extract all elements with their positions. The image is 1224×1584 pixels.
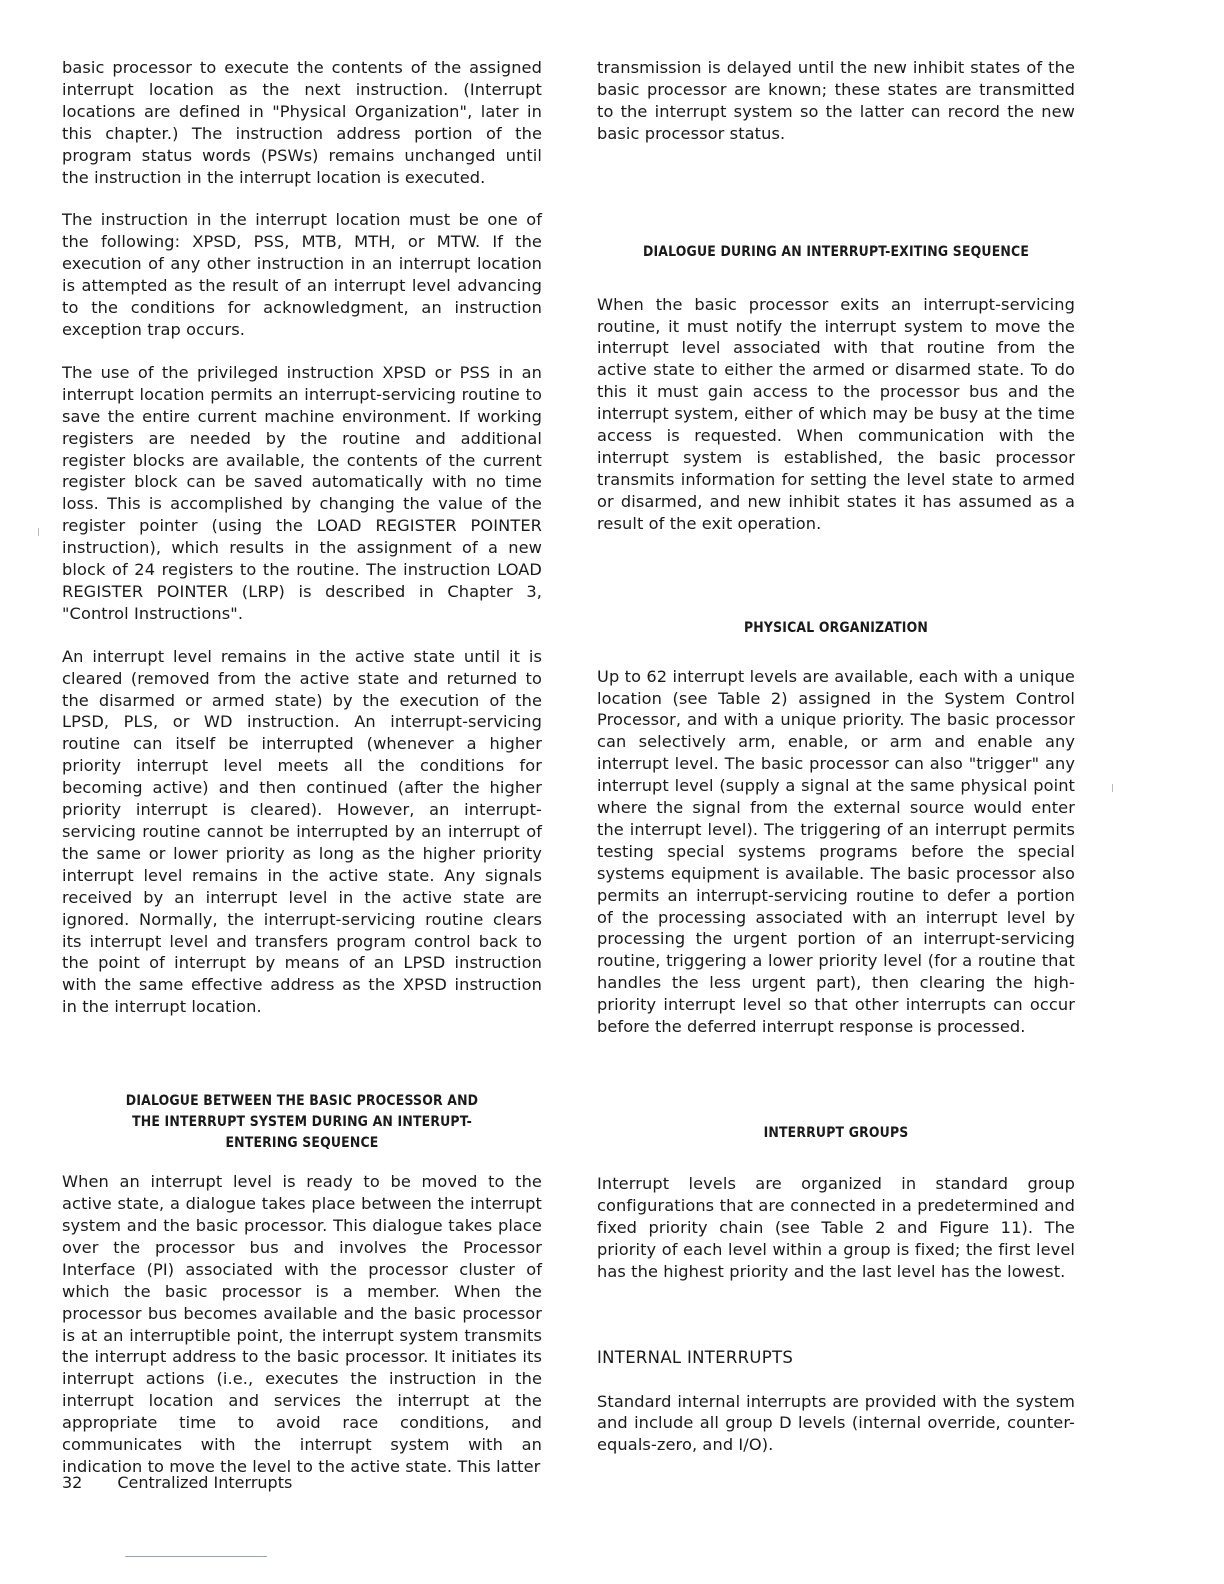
footer-section-title: Centralized Interrupts bbox=[117, 1473, 293, 1492]
paragraph: transmission is delayed until the new inhibit states of the basic processor are known; these states are transmitted to the interrupt system so the latter can record the new basic processor status. bbox=[597, 58, 1075, 143]
heading-line: THE INTERRUPT SYSTEM DURING AN INTERUPT- bbox=[132, 1114, 472, 1131]
section-heading: DIALOGUE DURING AN INTERRUPT-EXITING SEQUENCE bbox=[642, 243, 1030, 260]
paragraph: When an interrupt level is ready to be moved to the active state, a dialogue takes place between the interrupt system and the basic processor. This dialogue takes place over the processor bus and involves the Processor Interface (PI) associated with the processor cluster of which the basic processor is a member. When the processor bus becomes available and the basic processor is at an interruptible point, the interrupt system transmits the interrupt address to the basic processor. It initiates its interrupt actions (i.e., executes the instruction in the interrupt location and services the interrupt at the appropriate time to avoid race conditions, and communicates with the interrupt system with an indication to move the level to the active state. This latter bbox=[62, 1172, 542, 1476]
scan-artifact bbox=[1112, 784, 1113, 792]
paragraph: Standard internal interrupts are provided with the system and include all group D levels (internal override, counter-equals-zero, and I/O). bbox=[597, 1391, 1075, 1455]
left-column bbox=[62, 55, 542, 1478]
right-column bbox=[597, 55, 1075, 1456]
page-footer bbox=[62, 1472, 292, 1494]
paragraph: The instruction in the interrupt location must be one of the following: XPSD, PSS, MTB, MTH, or MTW. If the execution of any other instruction in an interrupt location is attempted as the result of an interrupt level advancing to the conditions for acknowledgment, an instruction exception trap occurs. bbox=[62, 210, 542, 339]
heading-line: ENTERING SEQUENCE bbox=[225, 1135, 379, 1152]
paragraph: When the basic processor exits an interrupt-servicing routine, it must notify the interrupt system to move the interrupt level associated with that routine from the active state to either the armed or disarmed state. To do this it must gain access to the processor bus and the interrupt system, either of which may be busy at the time access is requested. When communication with the interrupt system is established, the basic processor transmits information for setting the level state to armed or disarmed, and new inhibit states it has assumed as a result of the exit operation. bbox=[597, 294, 1075, 533]
paragraph: An interrupt level remains in the active state until it is cleared (removed from the active state and returned to the disarmed or armed state) by the execution of the LPSD, PLS, or WD instruction. An interrupt-servicing routine can itself be interrupted (whenever a higher priority interrupt level meets all the conditions for becoming active) and then continued (after the higher priority interrupt is cleared). However, an interrupt-servicing routine cannot be interrupted by an interrupt of the same or lower priority as long as the higher priority interrupt level remains in the active state. Any signals received by an interrupt level in the active state are ignored. Normally, the interrupt-servicing routine clears its interrupt level and transfers program control back to the point of interrupt by means of an LPSD instruction with the same effective address as the XPSD instruction in the interrupt location. bbox=[62, 646, 542, 1017]
subsection-heading: INTERNAL INTERRUPTS bbox=[597, 1347, 794, 1367]
paragraph: The use of the privileged instruction XPSD or PSS in an interrupt location permits an interrupt-servicing routine to save the entire current machine environment. If working registers are needed by the routine and additional register blocks are available, the contents of the current register block can be saved automatically with no time loss. This is accomplished by changing the value of the register pointer (using the LOAD REGISTER POINTER instruction), which results in the assignment of a new block of 24 registers to the routine. The instruction LOAD REGISTER POINTER (LRP) is described in Chapter 3, "Control Instructions". bbox=[62, 362, 542, 623]
heading-line: DIALOGUE BETWEEN THE BASIC PROCESSOR AND bbox=[125, 1093, 479, 1110]
section-heading bbox=[62, 1091, 542, 1154]
paragraph: Interrupt levels are organized in standard group configurations that are connected in a predetermined and fixed priority chain (see Table 2 and Figure 11). The priority of each level within a group is fixed; the first level has the highest priority and the last level has the lowest. bbox=[597, 1174, 1075, 1281]
section-heading: PHYSICAL ORGANIZATION bbox=[743, 619, 929, 636]
page-number: 32 bbox=[62, 1473, 83, 1492]
paragraph: Up to 62 interrupt levels are available, each with a unique location (see Table 2) assigned in the System Control Processor, and with a unique priority. The basic processor can selectively arm, enable, or arm and enable any interrupt level. The basic processor can also "trigger" any interrupt level (supply a signal at the same physical point where the signal from the external source would enter the interrupt level). The triggering of an interrupt permits testing special systems programs before the special systems equipment is available. The basic processor also permits an interrupt-servicing routine to defer a portion of the processing associated with an interrupt level by processing the urgent portion of an interrupt-servicing routine, triggering a lower priority level (for a routine that handles the less urgent part), then clearing the high-priority interrupt level so that other interrupts can occur before the deferred interrupt response is processed. bbox=[597, 666, 1075, 1037]
scan-artifact bbox=[38, 528, 39, 536]
scan-artifact bbox=[125, 1556, 267, 1557]
paragraph: basic processor to execute the contents of the assigned interrupt location as the next instruction. (Interrupt locations are defined in "Physical Organization", later in this chapter.) The instruction address portion of the program status words (PSWs) remains unchanged until the instruction in the interrupt location is executed. bbox=[62, 58, 542, 187]
section-heading: INTERRUPT GROUPS bbox=[763, 1125, 909, 1141]
